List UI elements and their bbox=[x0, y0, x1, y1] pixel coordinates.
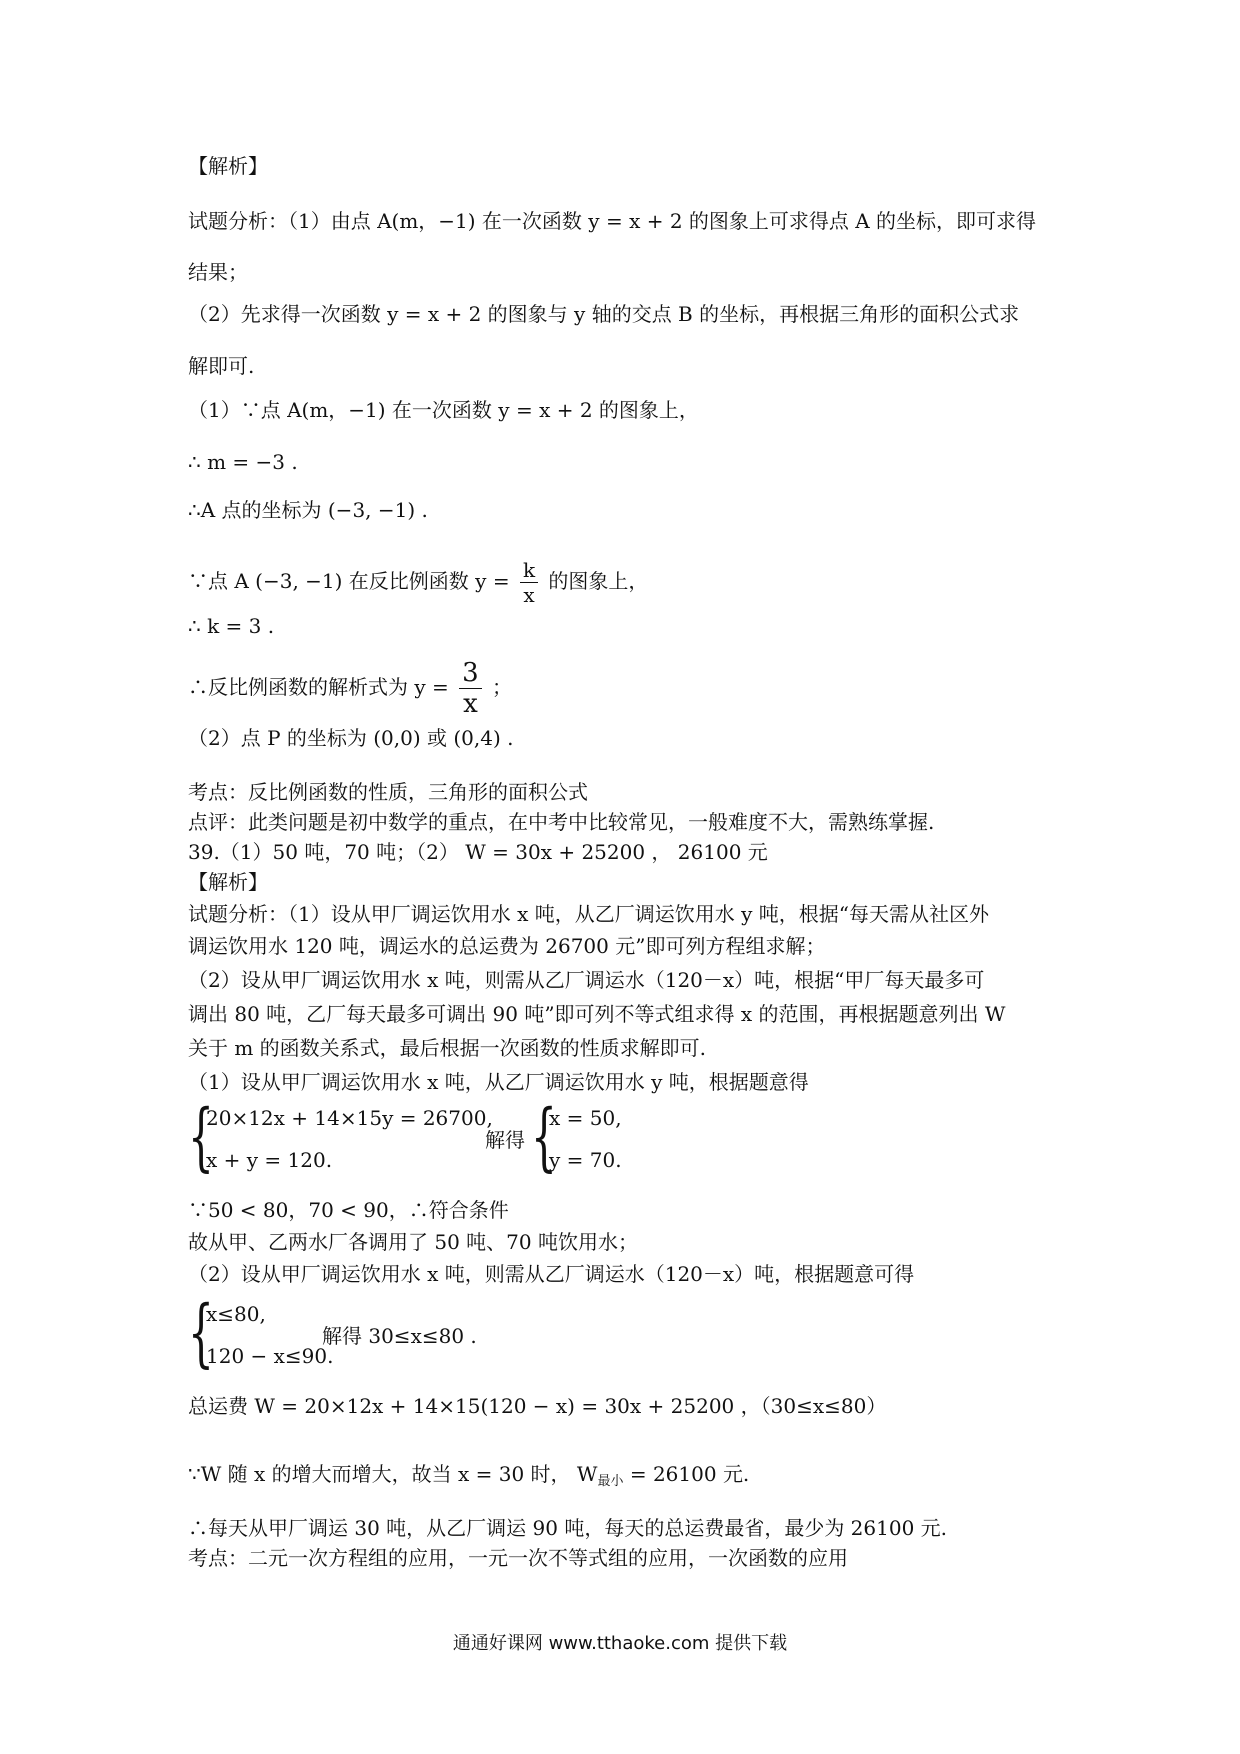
text-line: ∴ m = −3 . bbox=[188, 450, 298, 474]
text-line: 解即可. bbox=[188, 354, 255, 378]
text-line: （2）设从甲厂调运饮用水 x 吨，则需从乙厂调运水（120－x）吨，根据“甲厂每天最多可 bbox=[188, 968, 985, 992]
fraction-k-over-x bbox=[520, 558, 538, 607]
text-line: 考点：反比例函数的性质，三角形的面积公式 bbox=[188, 780, 588, 804]
page-footer: 通通好课网 www.tthaoke.com 提供下载 bbox=[452, 1633, 788, 1654]
section-heading-analysis: 【解析】 bbox=[188, 154, 268, 178]
text-line: 39.（1）50 吨，70 吨；（2） W = 30x + 25200 ， 26100 元 bbox=[188, 840, 768, 864]
text-line: ∴每天从甲厂调运 30 吨，从乙厂调运 90 吨，每天的总运费最省，最少为 26100 元. bbox=[188, 1516, 948, 1540]
fraction-denominator: x bbox=[463, 689, 478, 719]
fraction-numerator: k bbox=[520, 558, 538, 583]
text-line bbox=[188, 1460, 749, 1496]
equation-line: 20×12x + 14×15y = 26700, bbox=[206, 1106, 493, 1130]
text-line: 调运饮用水 120 吨，调运水的总运费为 26700 元”即可列方程组求解； bbox=[188, 934, 826, 958]
text-line: 调出 80 吨，乙厂每天最多可调出 90 吨”即可列不等式组求得 x 的范围，再根据题意列出 W bbox=[188, 1002, 1006, 1026]
fraction-3-over-x bbox=[459, 658, 482, 719]
text-line: （1）设从甲厂调运饮用水 x 吨，从乙厂调运饮用水 y 吨，根据题意得 bbox=[188, 1070, 809, 1094]
text-segment: ∴反比例函数的解析式为 y = bbox=[188, 675, 449, 699]
fraction-denominator: x bbox=[523, 583, 535, 607]
text-line: 试题分析：（1）设从甲厂调运饮用水 x 吨，从乙厂调运饮用水 y 吨，根据“每天需从社区外 bbox=[188, 902, 989, 926]
text-line: （2）设从甲厂调运饮用水 x 吨，则需从乙厂调运水（120－x）吨，根据题意可得 bbox=[188, 1262, 915, 1286]
text-line: 总运费 W = 20×12x + 14×15(120 − x) = 30x + 25200 ，（30≤x≤80） bbox=[188, 1394, 887, 1418]
fraction-numerator: 3 bbox=[459, 658, 482, 689]
text-segment: ∵W 随 x 的增大而增大，故当 x = 30 时， W bbox=[188, 1462, 598, 1486]
left-brace: { bbox=[531, 1094, 557, 1180]
text-line: 考点：二元一次方程组的应用，一元一次不等式组的应用，一次函数的应用 bbox=[188, 1546, 848, 1570]
text-segment: ∵点 A (−3, −1) 在反比例函数 y = bbox=[188, 569, 510, 593]
text-line-with-fraction bbox=[188, 658, 512, 719]
solve-result: 解得 30≤x≤80 . bbox=[322, 1324, 477, 1348]
text-line: 故从甲、乙两水厂各调用了 50 吨、70 吨饮用水； bbox=[188, 1230, 638, 1254]
text-line: ∴A 点的坐标为 (−3, −1) . bbox=[188, 498, 428, 522]
equation-line: y = 70. bbox=[549, 1148, 622, 1172]
text-line: （1）∵点 A(m，−1) 在一次函数 y = x + 2 的图象上， bbox=[188, 398, 699, 422]
equation-line: x + y = 120. bbox=[206, 1148, 333, 1172]
solve-label: 解得 bbox=[485, 1128, 525, 1152]
left-brace: { bbox=[188, 1290, 214, 1376]
text-segment: = 26100 元. bbox=[623, 1462, 750, 1486]
equation-line: x = 50, bbox=[549, 1106, 622, 1130]
inequality-line: 120 − x≤90. bbox=[206, 1344, 334, 1368]
text-line: ∴ k = 3 . bbox=[188, 614, 275, 638]
text-line: 结果； bbox=[188, 260, 248, 284]
text-line-with-fraction bbox=[188, 558, 648, 607]
text-line: 点评：此类问题是初中数学的重点，在中考中比较常见，一般难度不大，需熟练掌握. bbox=[188, 810, 935, 834]
left-brace: { bbox=[188, 1094, 214, 1180]
inequality-line: x≤80, bbox=[206, 1302, 266, 1326]
equation-system-1 bbox=[188, 1094, 688, 1180]
inequality-system bbox=[188, 1290, 588, 1376]
text-line: 关于 m 的函数关系式，最后根据一次函数的性质求解即可. bbox=[188, 1036, 707, 1060]
text-segment: ； bbox=[492, 675, 513, 699]
text-line: ∵50 < 80，70 < 90，∴符合条件 bbox=[188, 1198, 509, 1222]
text-line: （2）先求得一次函数 y = x + 2 的图象与 y 轴的交点 B 的坐标，再根据三角形的面积公式求 bbox=[188, 302, 1020, 326]
section-heading-analysis: 【解析】 bbox=[188, 870, 268, 894]
text-line: 试题分析：（1）由点 A(m，−1) 在一次函数 y = x + 2 的图象上可求得点 A 的坐标，即可求得 bbox=[188, 209, 1037, 233]
text-line: （2）点 P 的坐标为 (0,0) 或 (0,4) . bbox=[188, 726, 514, 750]
text-segment: 的图象上， bbox=[548, 569, 649, 593]
subscript: 最小 bbox=[597, 1474, 624, 1489]
